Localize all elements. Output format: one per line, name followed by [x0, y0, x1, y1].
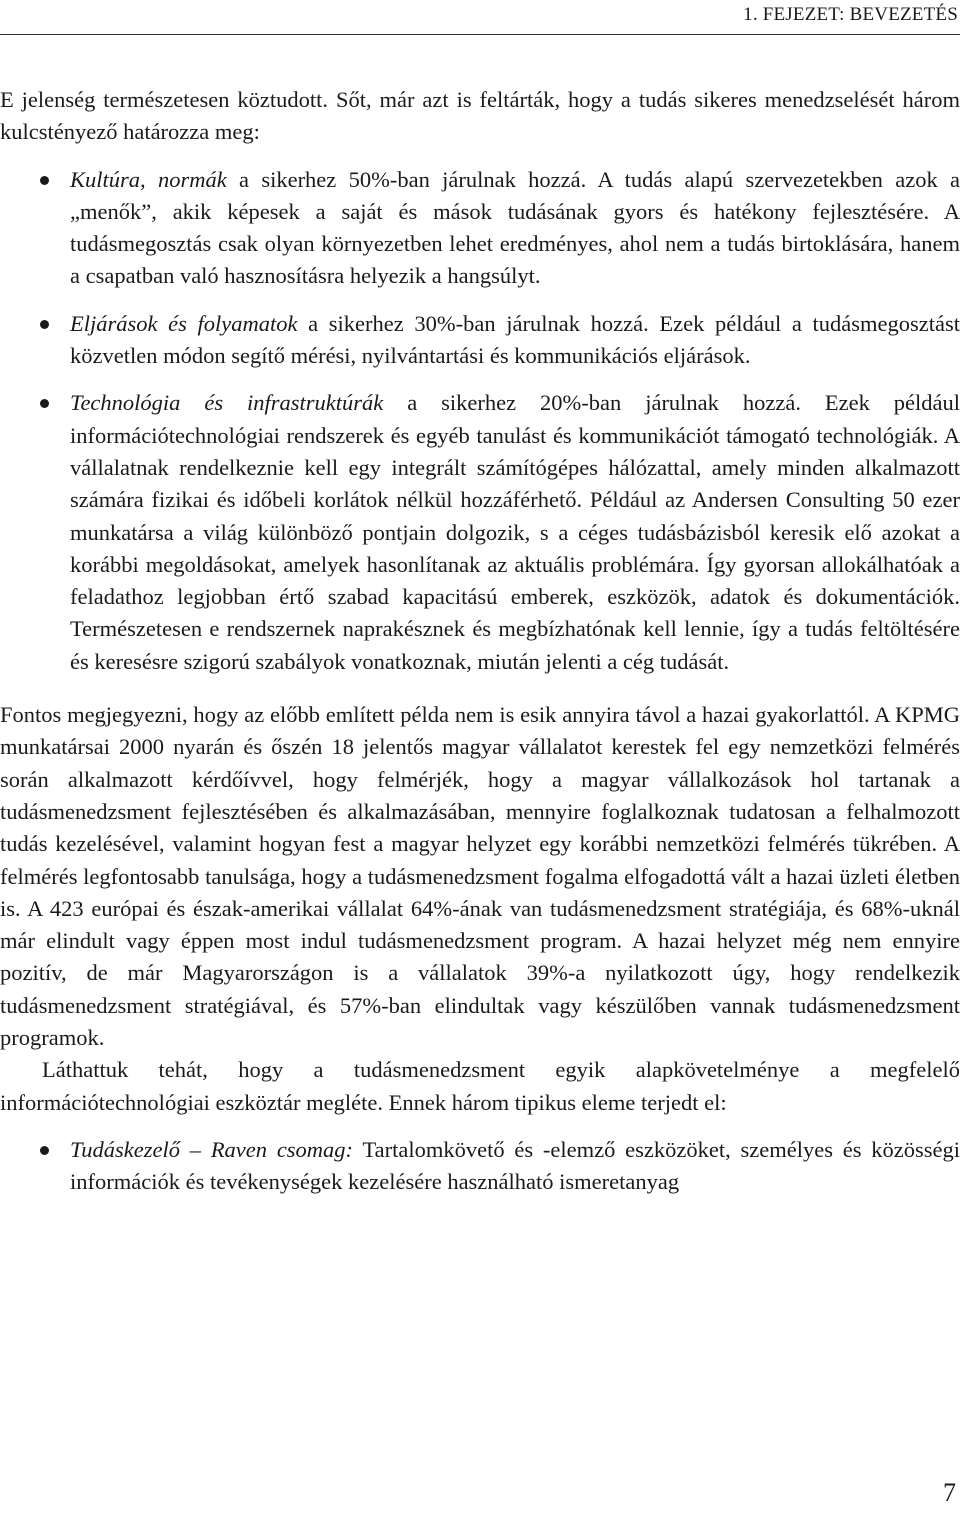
- success-factors-list: [0, 164, 960, 678]
- list-item-term: Technológia és infrastruktúrák: [70, 390, 384, 416]
- page-number: 7: [943, 1478, 956, 1507]
- list-item-text: a sikerhez 20%-ban járulnak hozzá. Ezek például információtechnológiai rendszerek és egyéb tanulást és kommunikációt támogató technológiák. A vállalatnak rendelkeznie kell egy integrált számítógépes hálózattal, amely minden alkalmazott számára fizikai és időbeli korlátok nélkül hozzáférhető. Például az Andersen Consulting 50 ezer munkatársa a világ különböző pontjain dolgozik, s a céges tudásbázisból keresik elő azokat a korábbi megoldásokat, amelyek hasonlítanak az aktuális problémára. Így gyorsan allokálhatóak a feladathoz legjobban értő szabad kapacitású emberek, eszközök, adatok és dokumentációk. Természetesen e rendszernek naprakésznek és megbízhatónak kell lennie, így a tudás feltöltésére és keresésre szigorú szabályok vonatkoznak, miután jelenti a cég tudását.: [70, 390, 960, 674]
- intro-paragraph: E jelenség természetesen köztudott. Sőt, már azt is feltárták, hogy a tudás sikeres menedzselését három kulcstényező határozza meg:: [0, 87, 960, 145]
- body-paragraph: Láthattuk tehát, hogy a tudásmenedzsment egyik alapkövetelménye a megfelelő információtechnológiai eszköztár megléte. Ennek három tipikus eleme terjedt el:: [0, 1057, 960, 1115]
- list-item-text: Tartalomkövető és -elemző eszközöket, személyes és közösségi információk és tevékenységek kezelésére használható ismeretanyag: [70, 1136, 960, 1195]
- list-item-text: a sikerhez 50%-ban járulnak hozzá. A tudás alapú szervezetekben azok a „menők”, akik képesek a saját és mások tudásának gyors és hatékony fejlesztésére. A tudásmegosztás csak olyan környezetben lehet eredményes, ahol nem a tudás birtoklására, hanem a csapatban való hasznosításra helyezik a hangsúlyt.: [70, 166, 960, 289]
- body-paragraph: Fontos megjegyezni, hogy az előbb említett példa nem is esik annyira távol a hazai gyakorlattól. A KPMG munkatársai 2000 nyarán és őszén 18 jelentős magyar vállalatot kerestek fel egy nemzetközi felmérés során alkalmazott kérdőívvel, hogy felmérjék, hogy a magyar vállalkozások hol tartanak a tudásmenedzsment fejlesztésében és alkalmazásában, mennyire foglalkoznak tudatosan a felhalmozott tudás kezelésével, valamint hogyan fest a magyar helyzet egy korábbi nemzetközi felmérés tükrében. A felmérés legfontosabb tanulsága, hogy a tudásmenedzsment fogalma elfogadottá vált a hazai üzleti életben is. A 423 európai és észak-amerikai vállalat 64%-ának van tudásmenedzsment stratégiája, és 68%-uknál már elindult vagy éppen most indul tudásmenedzsment program. A hazai helyzet még nem ennyire pozitív, de már Magyarországon is a vállalatok 39%-a nyilatkozott úgy, hogy rendelkezik tudásmenedzsment stratégiával, és 57%-ban elindultak vagy készülőben vannak tudásmenedzsment programok.: [0, 702, 960, 1051]
- list-item-term: Kultúra, normák: [70, 166, 227, 192]
- running-header: 1. FEJEZET: BEVEZETÉS: [743, 4, 958, 25]
- list-item-term: Tudáskezelő – Raven csomag:: [70, 1136, 354, 1162]
- list-item: [0, 387, 960, 678]
- header-rule: [0, 34, 960, 35]
- tools-list: [0, 1134, 960, 1199]
- list-item-term: Eljárások és folyamatok: [70, 310, 298, 336]
- list-item: [0, 1134, 960, 1199]
- list-item: [0, 164, 960, 293]
- page-body: [0, 84, 960, 1199]
- list-item: [0, 308, 960, 373]
- list-item-text: a sikerhez 30%-ban járulnak hozzá. Ezek például a tudásmegosztást közvetlen módon segítő mérési, nyilvántartási és kommunikációs eljárások.: [70, 310, 960, 369]
